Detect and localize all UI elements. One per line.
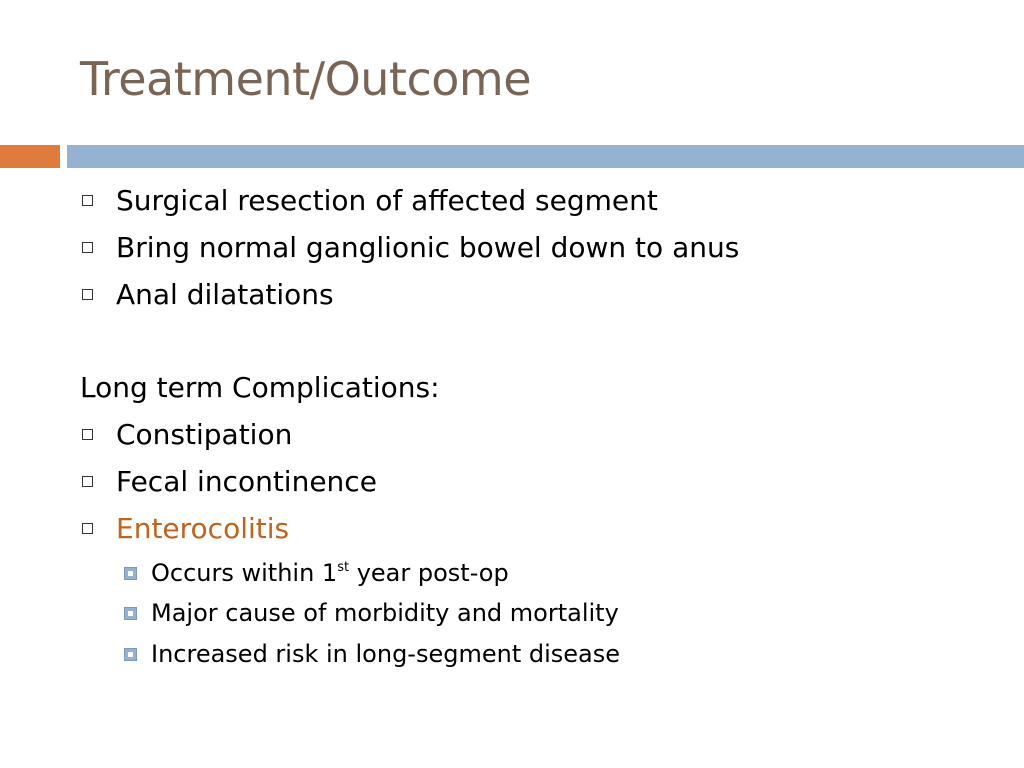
bullet-text: Constipation [116,418,293,451]
bullet-text: Anal dilatations [116,278,334,311]
filled-square-bullet-icon [124,607,137,620]
square-bullet-icon [82,429,93,440]
sub-bullet-text: Increased risk in long-segment disease [151,640,621,668]
square-bullet-icon [82,289,93,300]
bullet-text: Surgical resection of affected segment [116,184,658,217]
filled-square-bullet-icon [124,567,137,580]
sub-bullet-text: Major cause of morbidity and mortality [151,599,619,627]
bullet-text: Bring normal ganglionic bowel down to anus [116,231,740,264]
square-bullet-icon [82,195,93,206]
square-bullet-icon [82,523,93,534]
accent-bar-blue [67,145,1024,168]
square-bullet-icon [82,242,93,253]
filled-square-bullet-icon [124,648,137,661]
sub-bullet-text: Occurs within 1st year post-op [151,559,509,587]
complications-heading: Long term Complications: [80,371,440,404]
square-bullet-icon [82,476,93,487]
bullet-text-highlighted: Enterocolitis [116,512,290,545]
slide-title: Treatment/Outcome [80,52,532,106]
bullet-text: Fecal incontinence [116,465,377,498]
accent-bar-orange [0,145,60,168]
